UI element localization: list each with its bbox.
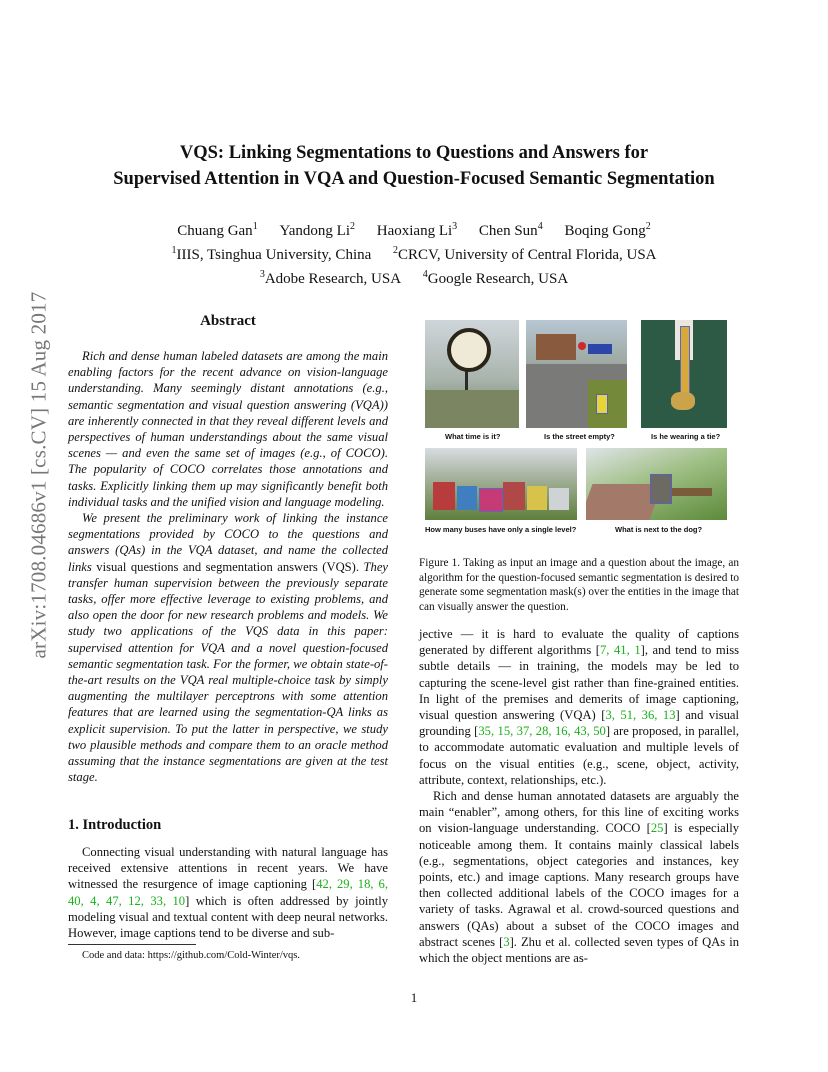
page-number: 1 [410,990,418,1005]
figure-question-label: Is he wearing a tie? [651,432,721,441]
affiliation: $^2$CRCV, University of Central Florida, USA [393,245,657,263]
tie-photo [641,320,727,428]
citation-link[interactable]: 7, 41, 1 [600,643,641,658]
affiliation-line-1 [60,241,768,265]
figure-question-label: How many buses have only a single level? [425,525,577,534]
figure-question-label: Is the street empty? [544,432,615,441]
affiliation-line-2 [60,265,768,289]
author: Chuang Gan$^1$ [177,221,258,239]
author: Chen Sun$^4$ [478,221,543,239]
author: Boqing Gong$^2$ [564,221,651,239]
arxiv-stamp: arXiv:1708.04686v1 [cs.CV] 15 Aug 2017 [26,291,51,659]
paper-title [60,140,768,192]
abstract-body [68,348,388,785]
dog-photo [586,448,727,520]
intro-paragraph-1: Connecting visual understanding with natural language has received extensive attentions in recent years. We have witnessed the resurgence of image captioning [42, 29, 18, 6, 40, 4, 47, 12, 33, 10] which is often addressed by jointly modeling visual and textual content with deep neural networks. However, image captions tend to be diverse and sub- [68,845,389,941]
figure-question-label: What time is it? [445,432,501,441]
abstract-paragraph-2: We present the preliminary work of linking the instance segmentations provided by COCO to the questions and answers (QAs) in the VQA dataset, and name the collected links visual questions and segmentation answers (VQS). They transfer human supervision between the previously separate tasks, offer more effective leverage to existing problems, and also open the door for new research problems and models. We study two applications of the VQS data in this paper: supervised attention for VQA and a novel question-focused semantic segmentation task. For the former, we obtain state-of-the-art results on the VQA real multiple-choice task by simply augmenting the multilayer perceptrons with some attention features that are learned using the segmentation-QA links as explicit supervision. To put the latter in perspective, we study two plausible methods and compare them to an oracle method assuming that the instance segmentations are given at the test stage. [68,511,388,785]
street-photo [526,320,627,428]
body-paragraph-continued: jective — it is hard to evaluate the quality of captions generated by different algorithms [7, 41, 1], and tend to miss subtle details — in training, the models may be led to capturing the scene-level gist rather than fine-grained entities. In light of the premises and demerits of image captioning, visual question answering (VQA) [3, 51, 36, 13] and visual grounding [35, 15, 37, 28, 16, 43, 50] are proposed, in parallel, to accommodate automatic evaluation and multiple levels of focus on the visual entities (e.g., scene, object, activity, attribute, context, relationships, etc.). [419,627,739,787]
figure-1-caption: Figure 1. Taking as input an image and a question about the image, an algorithm for the question-focused semantic segmentation is desired to generate some segmentation mask(s) over the entities in the image that can visually answer the question. [419,557,739,613]
citation-link[interactable]: 3 [503,934,510,949]
intro-body [68,844,388,941]
figure-question-label: What is next to the dog? [615,525,703,534]
citation-link[interactable]: 42, 29, 18, 6, 40, 4, 47, 12, 33, 10 [68,877,389,908]
body-paragraph: Rich and dense human annotated datasets are arguably the main “enabler”, among others, for this line of exciting works on vision-language understanding. COCO [25] is especially noticeable among them. It contains mainly classical labels (e.g., segmentations, object categories and instances, key points, etc.) and image captions. Many research groups have then collected additional labels of the COCO images for a variety of tasks. Agrawal et al. crowd-sourced questions and answers (QAs) about a subset of the COCO images and abstract scenes [3]. Zhu et al. collected seven types of QAs in which the object mentions are as- [419,789,739,966]
footnote: Code and data: https://github.com/Cold-Winter/vqs. [82,950,301,961]
author-names [60,217,768,241]
author-block [60,217,768,289]
citation-link[interactable]: 35, 15, 37, 28, 16, 43, 50 [478,724,606,739]
section-heading-introduction: 1. Introduction [68,817,162,833]
affiliation: $^1$IIIS, Tsinghua University, China [171,245,372,263]
affiliation: $^4$Google Research, USA [422,269,569,287]
buses-photo [425,448,577,520]
citation-link[interactable]: 25 [650,821,664,836]
title-line-2: Supervised Attention in VQA and Question-Focused Semantic Segmentation [113,169,715,189]
author: Haoxiang Li$^3$ [376,221,458,239]
right-column-body [419,626,739,966]
citation-link[interactable]: 3, 51, 36, 13 [605,708,676,723]
abstract-heading: Abstract [200,313,256,329]
clock-photo [425,320,519,428]
footnote-rule [68,944,196,945]
title-line-1: VQS: Linking Segmentations to Questions and Answers for [179,143,649,163]
author: Yandong Li$^2$ [279,221,356,239]
figure-1 [419,320,739,534]
affiliation: $^3$Adobe Research, USA [259,269,402,287]
abstract-paragraph-1: Rich and dense human labeled datasets are among the main enabling factors for the recent advance on vision-language understanding. Many seemingly distant annotations (e.g., semantic segmentation and visual question answering (VQA)) are inherently connected in that they reveal different levels and perspectives of human understandings about the same visual scenes — and even the same set of images (e.g., of COCO). The popularity of COCO correlates those annotations and tasks. Explicitly linking them up may significantly benefit both individual tasks and the unified vision and language modeling. [68,349,388,509]
